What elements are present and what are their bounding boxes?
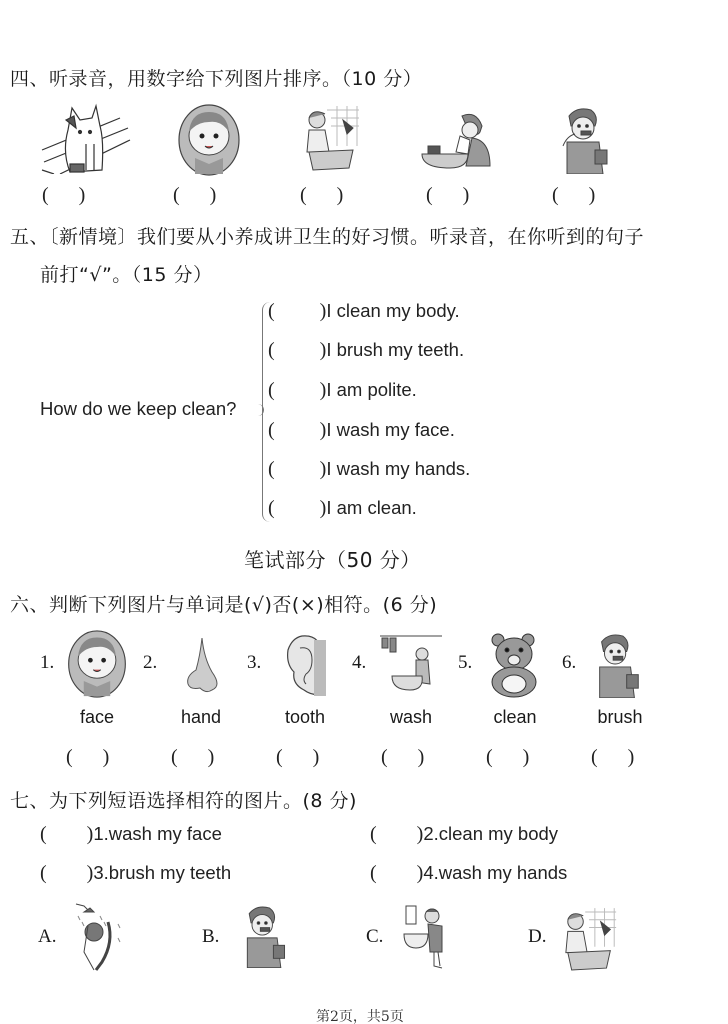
cat-icon (40, 100, 132, 174)
boy-brushing-teeth-icon (557, 106, 615, 174)
item-number: 1. (40, 652, 55, 673)
choice-letter-b: B. (202, 926, 220, 947)
shower-icon (74, 902, 128, 972)
phrase-text: 2.clean my body (423, 823, 559, 844)
option-row (268, 300, 460, 323)
choice-letter-a: A. (38, 926, 57, 947)
boy-brushing-teeth-icon (590, 632, 646, 698)
answer-blank-4-5[interactable]: ( ) (552, 184, 596, 206)
item-number: 5. (458, 652, 473, 673)
girl-face-icon (177, 104, 241, 176)
answer-blank-4-2[interactable]: ( ) (173, 184, 217, 206)
word-label: clean (493, 707, 537, 727)
phrase-blank[interactable]: ( ) (40, 862, 94, 884)
answer-blank-6-3[interactable]: ( ) (276, 746, 320, 768)
option-row (268, 419, 455, 442)
option-blank[interactable]: ( ) (268, 300, 327, 322)
option-text: I am polite. (326, 379, 417, 400)
word-label: hand (180, 707, 222, 727)
option-row (268, 458, 470, 481)
answer-blank-4-4[interactable]: ( ) (426, 184, 470, 206)
word-label: wash (389, 707, 433, 727)
girl-washing-clothes-icon (378, 632, 444, 696)
boy-washing-face-icon (402, 904, 452, 970)
item-number: 4. (352, 652, 367, 673)
phrase-blank[interactable]: ( ) (370, 823, 424, 845)
option-blank[interactable]: ( ) (268, 419, 327, 441)
option-row (268, 339, 464, 362)
section-7-title: 七、为下列短语选择相符的图片。(8 分) (10, 790, 357, 812)
option-text: I clean my body. (326, 300, 460, 321)
option-blank[interactable]: ( ) (268, 497, 327, 519)
boy-washing-hands-icon (562, 908, 620, 974)
answer-blank-6-4[interactable]: ( ) (381, 746, 425, 768)
page-indicator: 第2页，共5页 (316, 1009, 404, 1024)
section-4-title: 四、听录音，用数字给下列图片排序。（10 分） (10, 68, 423, 90)
option-text: I am clean. (326, 497, 417, 518)
option-blank[interactable]: ( ) (268, 339, 327, 361)
answer-blank-4-3[interactable]: ( ) (300, 184, 344, 206)
option-row (268, 497, 417, 520)
boy-brushing-teeth-icon (238, 904, 292, 968)
option-blank[interactable]: ( ) (268, 379, 327, 401)
phrase-row (40, 862, 231, 885)
phrase-row (40, 823, 222, 846)
option-blank[interactable]: ( ) (268, 458, 327, 480)
question-text: How do we keep clean? (40, 398, 237, 419)
option-text: I wash my face. (326, 419, 455, 440)
section-6-title: 六、判断下列图片与单词是(√)否(×)相符。(6 分) (10, 594, 438, 616)
word-label: face (79, 707, 115, 727)
answer-blank-6-2[interactable]: ( ) (171, 746, 215, 768)
choice-letter-d: D. (528, 926, 547, 947)
item-number: 6. (562, 652, 577, 673)
option-row (268, 379, 417, 402)
phrase-row (370, 862, 567, 885)
answer-blank-6-5[interactable]: ( ) (486, 746, 530, 768)
phrase-text: 1.wash my face (93, 823, 222, 844)
ear-icon (284, 634, 326, 696)
phrase-row (370, 823, 558, 846)
phrase-text: 3.brush my teeth (93, 862, 232, 883)
phrase-blank[interactable]: ( ) (370, 862, 424, 884)
answer-blank-6-6[interactable]: ( ) (591, 746, 635, 768)
option-text: I wash my hands. (326, 458, 471, 479)
nose-icon (182, 636, 222, 694)
choice-letter-c: C. (366, 926, 384, 947)
answer-blank-4-1[interactable]: ( ) (42, 184, 86, 206)
answer-blank-6-1[interactable]: ( ) (66, 746, 110, 768)
girl-face-icon (66, 630, 128, 698)
girl-washing-face-icon (420, 110, 502, 174)
section-5-title-line2: 前打“√”。（15 分） (40, 264, 213, 286)
phrase-text: 4.wash my hands (423, 862, 568, 883)
word-label: brush (597, 707, 643, 727)
boy-washing-hands-icon (303, 106, 363, 174)
word-label: tooth (284, 707, 326, 727)
written-part-heading: 笔试部分（50 分） (244, 548, 421, 572)
item-number: 3. (247, 652, 262, 673)
item-number: 2. (143, 652, 158, 673)
bear-icon (484, 632, 544, 698)
option-text: I brush my teeth. (326, 339, 465, 360)
section-5-title-line1: 五、〔新情境〕我们要从小养成讲卫生的好习惯。听录音，在你听到的句子 (10, 226, 645, 248)
phrase-blank[interactable]: ( ) (40, 823, 94, 845)
